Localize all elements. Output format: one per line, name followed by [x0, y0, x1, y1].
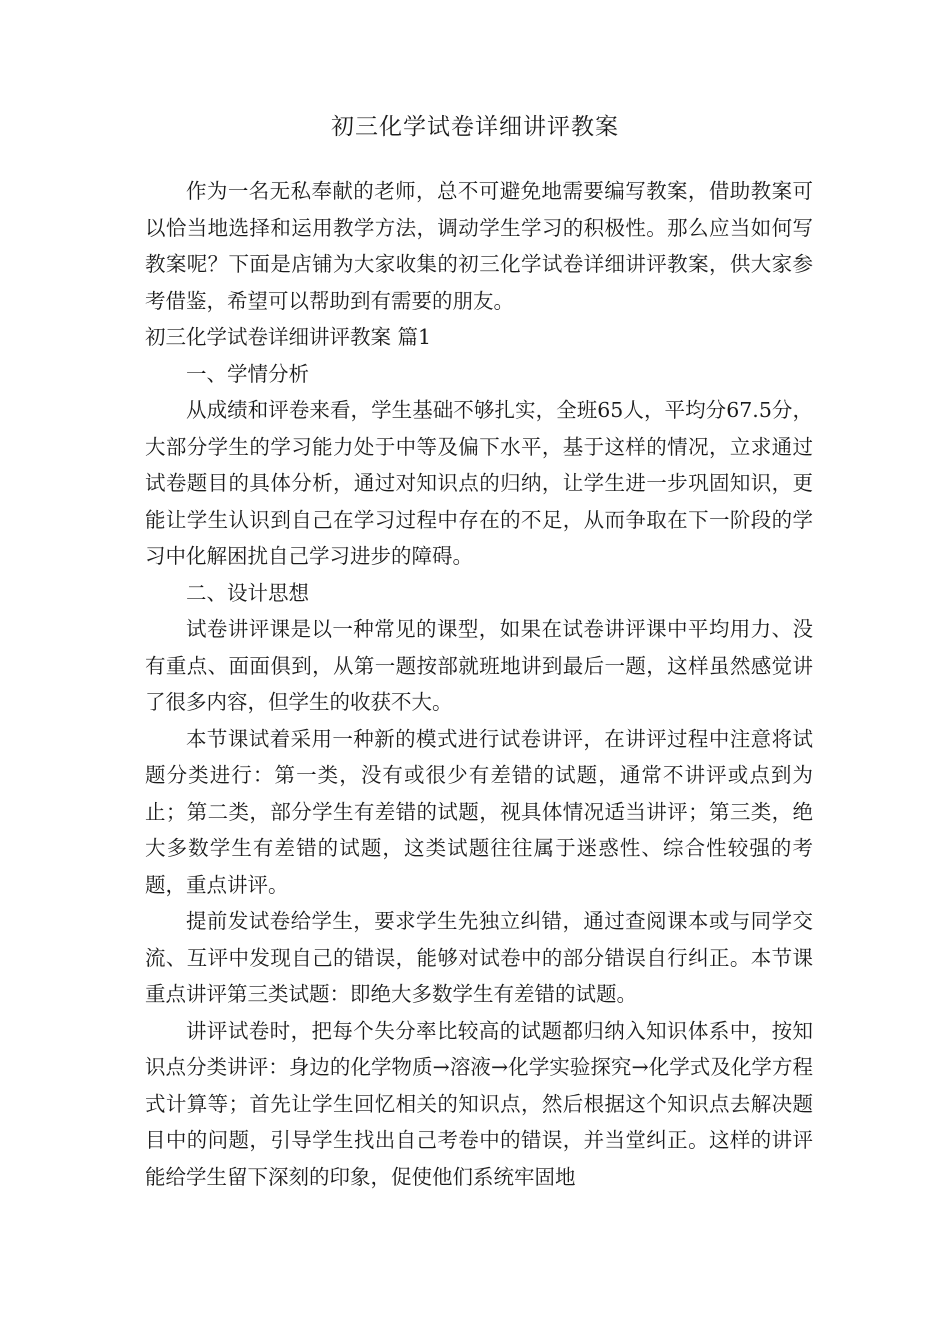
subheading-design-idea: 二、设计思想: [186, 580, 309, 605]
document-title: 初三化学试卷详细讲评教案: [331, 114, 619, 140]
paragraph-design-idea-3: 提前发试卷给学生，要求学生先独立纠错，通过查阅课本或与同学交流、互评中发现自己的错误，能够对试卷中的部分错误自行纠正。本节课重点讲评第三类试题：即绝大多数学生有差错的试题。: [145, 909, 813, 1006]
section-heading: 初三化学试卷详细讲评教案 篇1: [145, 325, 432, 349]
paragraph-design-idea-4: 讲评试卷时，把每个失分率比较高的试题都归纳入知识体系中，按知识点分类讲评：身边的化学物质→溶液→化学实验探究→化学式及化学方程式计算等；首先让学生回忆相关的知识点，然后根据这个知识点去解决题目中的问题，引导学生找出自己考卷中的错误，并当堂纠正。这样的讲评能给学生留下深刻的印象，促使他们系统牢固地: [145, 1018, 813, 1189]
intro-paragraph: 作为一名无私奉献的老师，总不可避免地需要编写教案，借助教案可以恰当地选择和运用教学方法，调动学生学习的积极性。那么应当如何写教案呢？下面是店铺为大家收集的初三化学试卷详细讲评教案，供大家参考借鉴，希望可以帮助到有需要的朋友。: [145, 179, 813, 313]
subheading-learning-analysis: 一、学情分析: [186, 361, 309, 386]
document-body: [145, 173, 813, 1195]
paragraph-learning-analysis: 从成绩和评卷来看，学生基础不够扎实，全班65人，平均分67.5分，大部分学生的学习能力处于中等及偏下水平，基于这样的情况，立求通过试卷题目的具体分析，通过对知识点的归纳，让学生进一步巩固知识，更能让学生认识到自己在学习过程中存在的不足，从而争取在下一阶段的学习中化解困扰自己学习进步的障碍。: [145, 398, 813, 568]
paragraph-design-idea-2: 本节课试着采用一种新的模式进行试卷讲评，在讲评过程中注意将试题分类进行：第一类，没有或很少有差错的试题，通常不讲评或点到为止；第二类，部分学生有差错的试题，视具体情况适当讲评；第三类，绝大多数学生有差错的试题，这类试题往往属于迷惑性、综合性较强的考题，重点讲评。: [145, 726, 813, 897]
paragraph-design-idea-1: 试卷讲评课是以一种常见的课型，如果在试卷讲评课中平均用力、没有重点、面面俱到，从第一题按部就班地讲到最后一题，这样虽然感觉讲了很多内容，但学生的收获不大。: [145, 617, 813, 714]
